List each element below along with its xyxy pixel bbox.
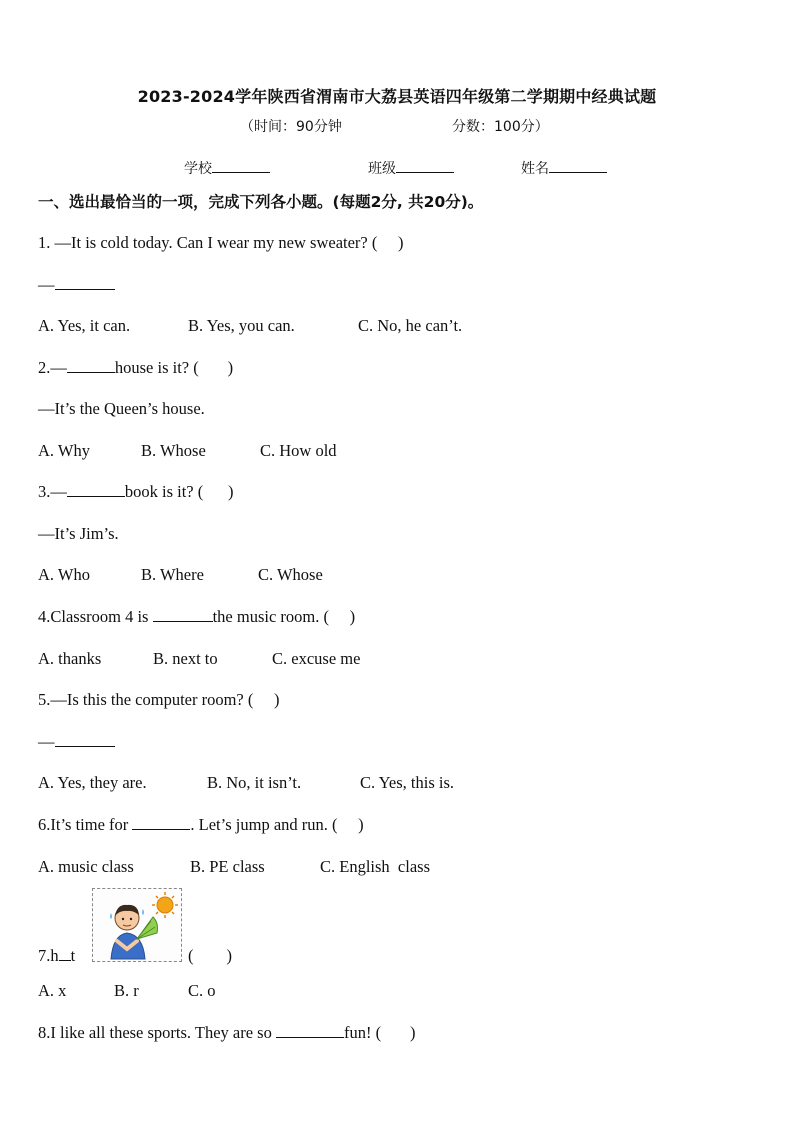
hot-weather-illustration [93,889,181,961]
school-blank[interactable] [212,158,270,173]
exam-time: （时间：90分钟 [240,119,342,135]
question-5-reply: — [38,732,115,752]
option-c[interactable]: C. No, he can’t. [358,316,463,335]
option-b[interactable]: B. No, it isn’t. [207,773,302,792]
name-field [521,158,607,178]
question-7-stem: 7.h t [38,946,76,965]
question-8-stem: 8.I like all these sports. They are so fun! ( ) [38,1023,416,1042]
class-label: 班级 [368,161,396,177]
option-c[interactable]: C. English class [320,857,430,876]
question-2-options [38,441,337,461]
boy-figure [111,905,145,959]
option-b[interactable]: B. r [114,981,139,1000]
fan-icon [137,917,158,939]
school-field [184,158,270,178]
question-1-reply: — [38,275,115,295]
option-b[interactable]: B. PE class [190,857,265,876]
option-c[interactable]: C. Yes, this is. [360,773,454,792]
question-4-stem: 4.Classroom 4 is the music room. ( ) [38,607,356,626]
answer-blank[interactable] [153,607,213,622]
answer-blank[interactable] [276,1023,344,1038]
question-2-stem: 2.— house is it? ( ) [38,358,234,377]
question-7-paren: ( ) [188,946,232,965]
question-7-options [38,981,216,1001]
answer-blank[interactable] [67,358,115,373]
option-c[interactable]: C. o [188,981,216,1000]
option-b[interactable]: B. Whose [141,441,206,460]
question-4-options [38,649,360,669]
sun-icon [152,892,178,918]
answer-blank[interactable] [55,732,115,747]
question-6-options [38,857,430,877]
question-3-stem: 3.— book is it? ( ) [38,482,234,501]
question-5-options [38,773,454,793]
option-a[interactable]: A. Why [38,441,90,460]
class-field [368,158,454,178]
option-c[interactable]: C. How old [260,441,337,460]
option-c[interactable]: C. Whose [258,565,323,584]
answer-blank[interactable] [132,815,190,830]
exam-score: 分数：100分） [452,119,549,135]
question-1-stem: 1. —It is cold today. Can I wear my new sweater? ( ) [38,233,404,252]
answer-blank[interactable] [59,946,71,961]
option-a[interactable]: A. x [38,981,67,1000]
name-blank[interactable] [549,158,607,173]
question-1-options [38,316,462,336]
question-3-reply: —It’s Jim’s. [38,524,119,543]
option-b[interactable]: B. Yes, you can. [188,316,295,335]
name-label: 姓名 [521,161,549,177]
answer-blank[interactable] [67,482,125,497]
option-a[interactable]: A. thanks [38,649,102,668]
answer-blank[interactable] [55,275,115,290]
question-6-stem: 6.It’s time for . Let’s jump and run. ( ) [38,815,364,834]
question-5-stem: 5.—Is this the computer room? ( ) [38,690,280,709]
boy-with-fan-picture [92,888,182,962]
class-blank[interactable] [396,158,454,173]
exam-title: 2023-2024学年陕西省渭南市大荔县英语四年级第二学期期中经典试题 [137,87,657,106]
option-b[interactable]: B. next to [153,649,218,668]
option-a[interactable]: A. Yes, it can. [38,316,131,335]
question-2-reply: —It’s the Queen’s house. [38,399,205,418]
school-label: 学校 [184,161,212,177]
option-a[interactable]: A. Yes, they are. [38,773,147,792]
option-c[interactable]: C. excuse me [272,649,361,668]
option-b[interactable]: B. Where [141,565,204,584]
section-heading: 一、选出最恰当的一项，完成下列各小题。(每题2分, 共20分)。 [38,193,484,211]
option-a[interactable]: A. music class [38,857,134,876]
option-a[interactable]: A. Who [38,565,90,584]
question-3-options [38,565,323,585]
